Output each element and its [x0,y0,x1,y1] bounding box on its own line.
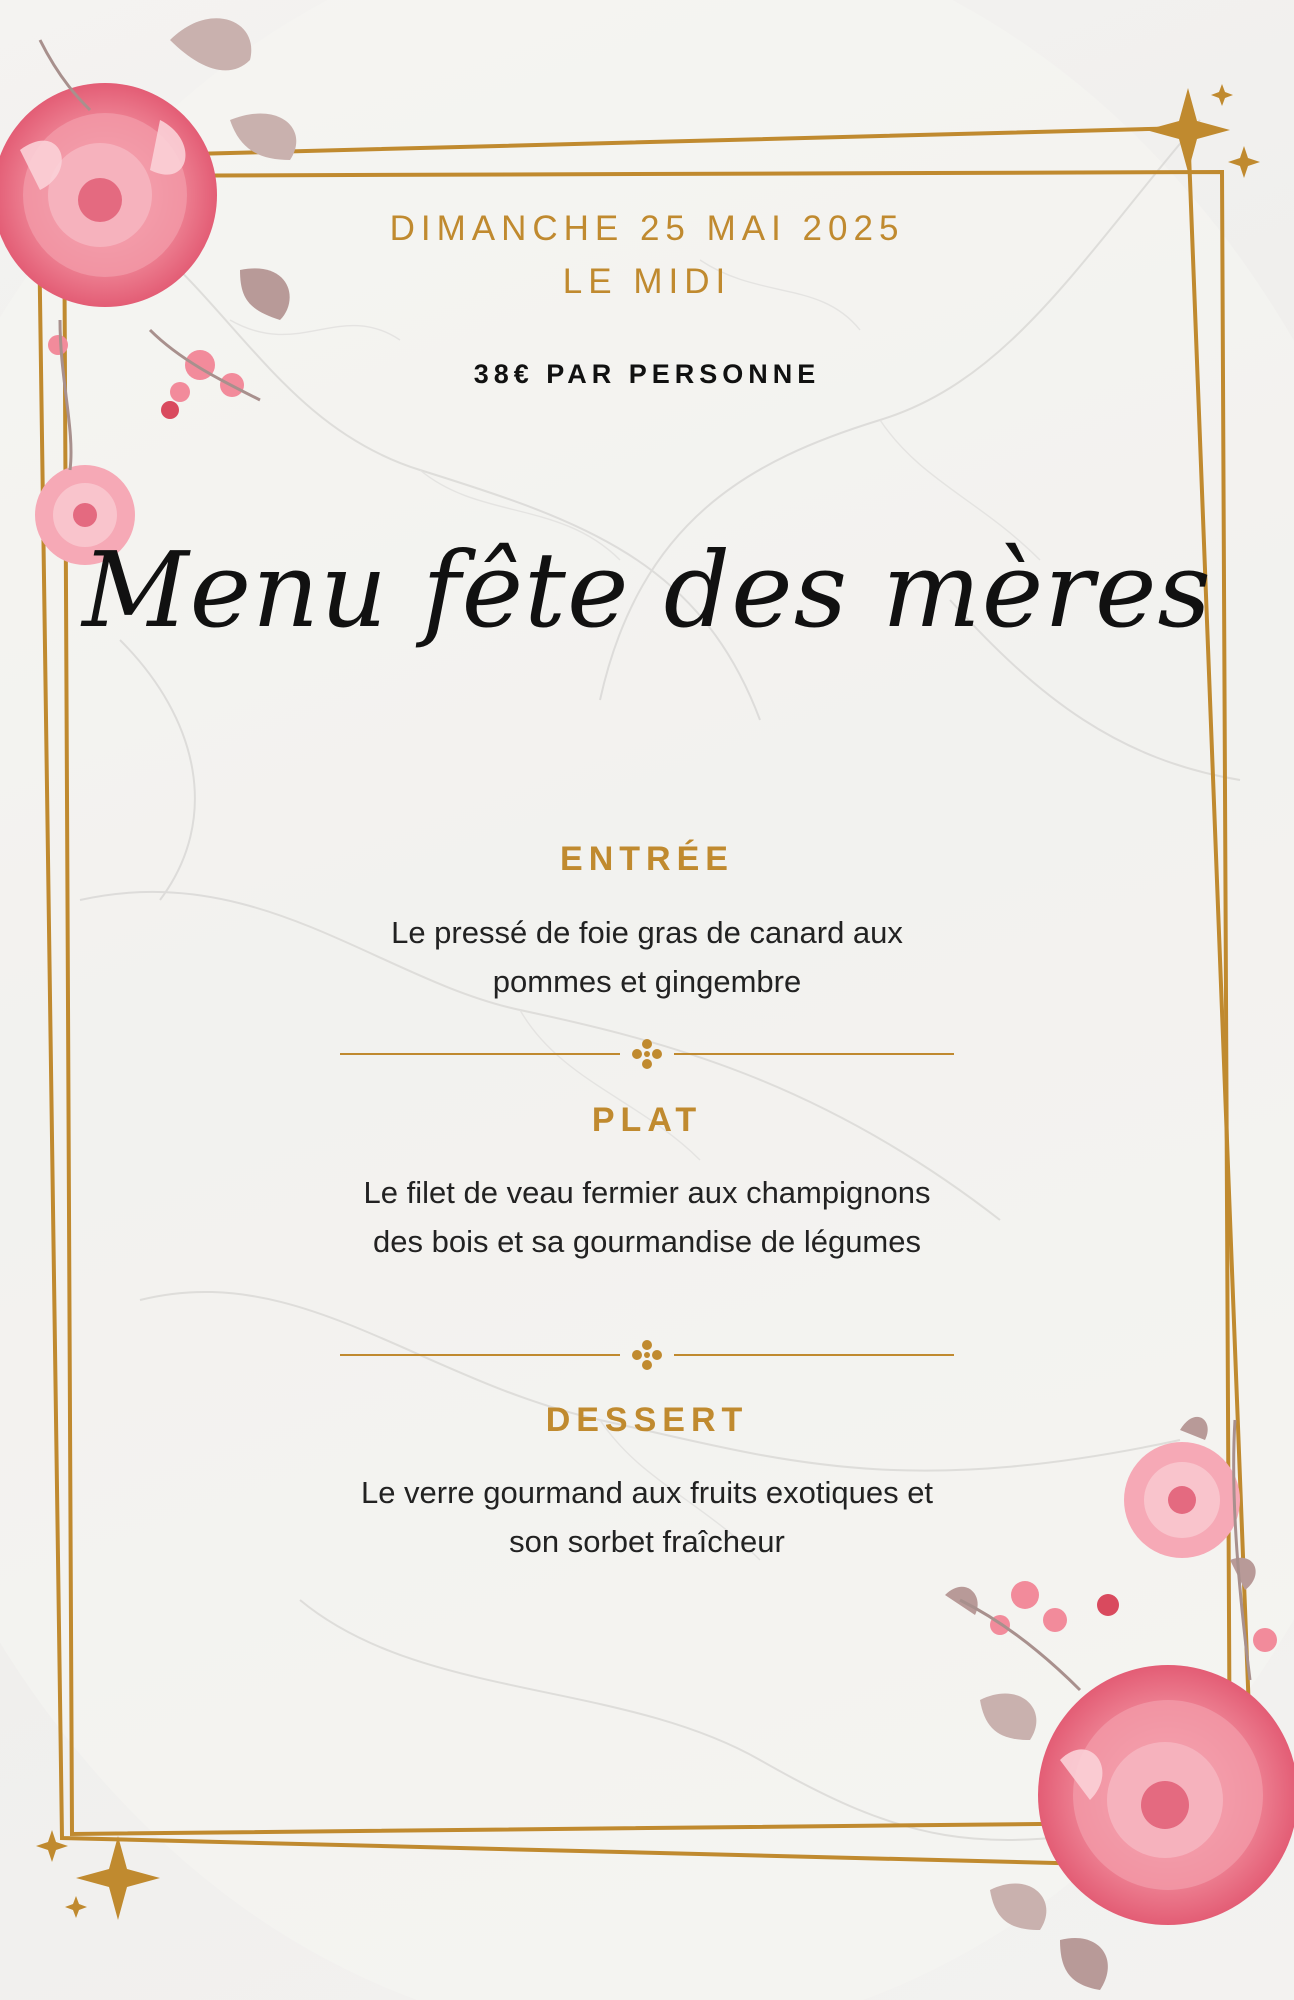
dish-description-line: Le filet de veau fermier aux champignons [363,1175,931,1210]
section-title-plat: PLAT [591,1101,703,1139]
dish-description-line: Le pressé de foie gras de canard aux [391,915,903,950]
section-title-dessert: DESSERT [545,1401,749,1439]
event-date: DIMANCHE 25 MAI 2025 [389,209,905,248]
fleuron-icon [632,1039,662,1069]
peony-icon [980,1665,1294,1990]
price-per-person: 38€ PAR PERSONNE [473,359,821,389]
ornament-divider [340,1340,954,1370]
dish-description-line: Le verre gourmand aux fruits exotiques et [360,1475,934,1510]
fleuron-icon [632,1340,662,1370]
dish-description-line: pommes et gingembre [492,964,802,999]
section-title-entree: ENTRÉE [560,840,734,878]
menu-title: Menu fête des mères [82,529,1212,651]
ornament-divider [340,1039,954,1069]
blossom-icon [990,1581,1277,1652]
dish-description-line: des bois et sa gourmandise de légumes [373,1224,921,1259]
service-time: LE MIDI [562,262,732,301]
dish-description-line: son sorbet fraîcheur [509,1524,785,1559]
